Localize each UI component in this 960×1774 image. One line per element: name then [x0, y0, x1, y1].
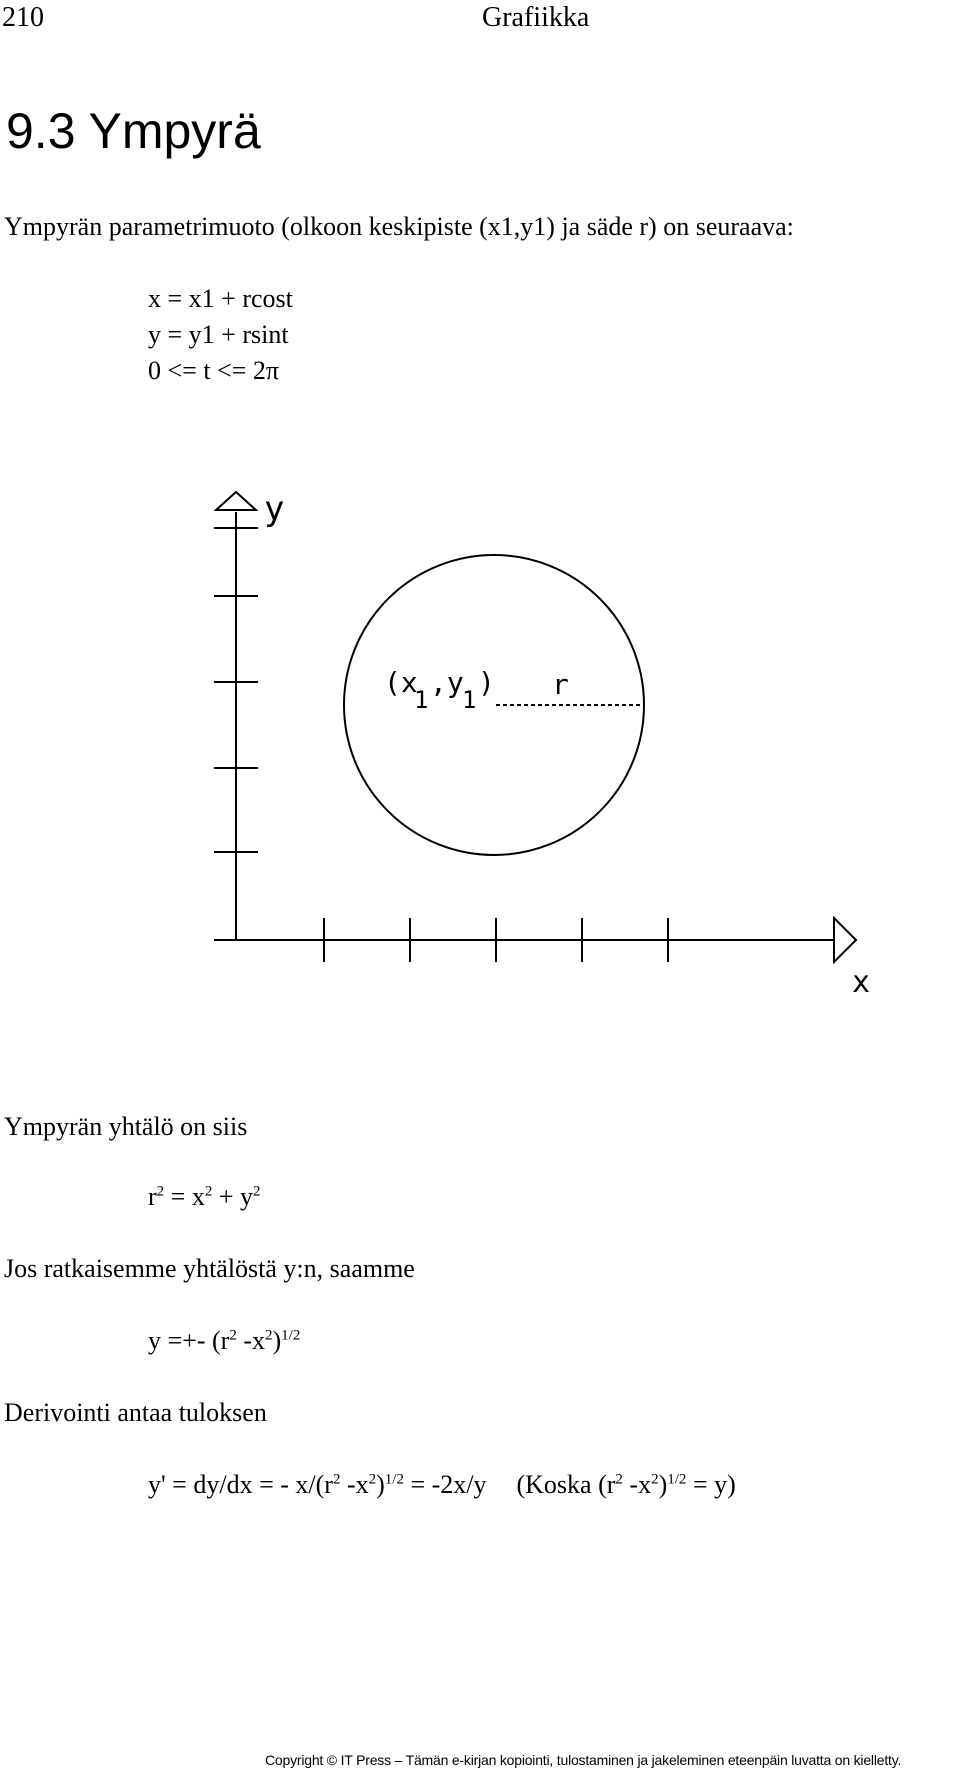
param-eq-x: x = x1 + rcost	[148, 284, 293, 313]
text-equation: Ympyrän yhtälö on siis	[4, 1112, 248, 1141]
y-axis-arrow	[216, 492, 256, 510]
y-axis-label: y	[264, 489, 285, 529]
radius-label: r	[552, 668, 569, 701]
copyright-footer: Copyright © IT Press – Tämän e-kirjan kopiointi, tulostaminen ja jakeleminen eteenpäin luvatta on kielletty.	[265, 1752, 902, 1768]
equation-1: $r^2 = x^2 + y^2$	[148, 1182, 261, 1211]
center-label-sub1: 1	[414, 686, 429, 714]
param-eq-t: 0 <= t <= 2π	[148, 356, 280, 385]
running-title: Grafiikka	[482, 2, 590, 33]
circle-shape	[344, 555, 644, 855]
x-axis-label: x	[852, 965, 871, 1000]
center-label-comma-y: ,y	[430, 666, 464, 699]
center-label-sub2: 1	[462, 686, 477, 714]
center-label	[384, 666, 495, 714]
text-derive: Derivointi antaa tuloksen	[4, 1398, 267, 1427]
text-solve: Jos ratkaisemme yhtälöstä y:n, saamme	[4, 1254, 415, 1283]
equation-3: y' = dy/dx = - $x/(r^2$ $-x^2)^{1/2} = -2x/y$ (Koska ($r^2$ $-x^2)^{1/2} = y$)	[148, 1470, 736, 1499]
center-label-close: )	[478, 666, 495, 699]
section-title: 9.3 Ympyrä	[6, 103, 261, 159]
x-axis-arrow	[834, 918, 856, 962]
intro-paragraph: Ympyrän parametrimuoto (olkoon keskipiste (x1,y1) ja säde r) on seuraava:	[4, 212, 794, 241]
center-label-open: (x	[384, 666, 418, 699]
param-eq-y: y = y1 + rsint	[148, 320, 289, 349]
equation-2: y =+- ($r^2$ $-x^2)^{1/2}$	[148, 1326, 301, 1355]
page-number: 210	[2, 2, 44, 33]
